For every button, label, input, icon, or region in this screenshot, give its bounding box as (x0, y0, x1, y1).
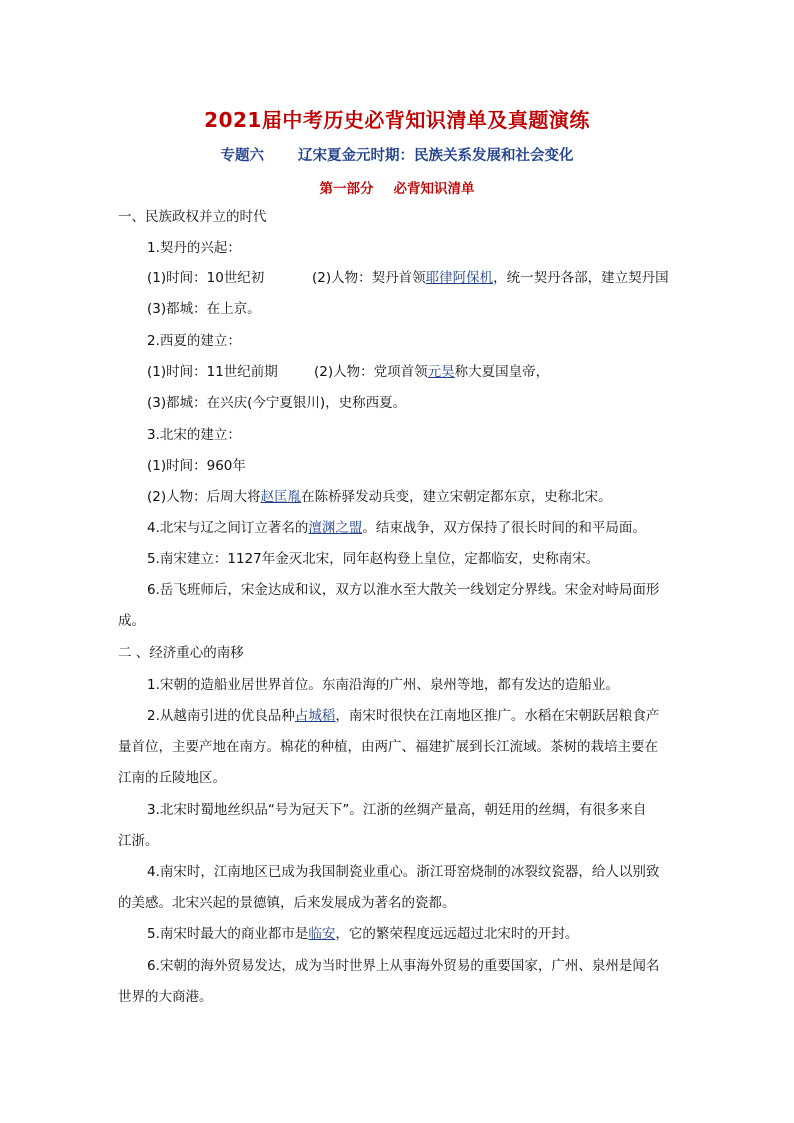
rice-item-line2: 量首位，主要产地在南方。棉花的种植，由两广、福建扩展到长江流域。茶树的栽培主要在 (118, 739, 658, 755)
trade-item-line1: 6.宋朝的海外贸易发达，成为当时世界上从事海外贸易的重要国家，广州、泉州是闻名 (147, 958, 660, 974)
beisong-founder-name: 赵匡胤 (260, 489, 302, 505)
xixia-capital: (3)都城：在兴庆(今宁夏银川)，史称西夏。 (147, 395, 407, 411)
xixia-time: (1)时间：11世纪前期 (147, 364, 278, 380)
porcelain-item-line2: 的美感。北宋兴起的景德镇，后来发展成为著名的瓷都。 (118, 895, 456, 911)
treaty-item: 4.北宋与辽之间订立著名的澶渊之盟。结束战争，双方保持了很长时间的和平局面。 (147, 520, 646, 536)
shipbuilding-item: 1.宋朝的造船业居世界首位。东南沿海的广州、泉州等地，都有发达的造船业。 (147, 677, 619, 693)
city-name: 临安 (308, 926, 336, 942)
xixia-person: (2)人物：党项首领元昊称大夏国皇帝， (314, 364, 550, 380)
city-item: 5.南宋时最大的商业都市是临安，它的繁荣程度远远超过北宋时的开封。 (147, 926, 579, 942)
qidan-person: (2)人物：契丹首领耶律阿保机，统一契丹各部，建立契丹国 (312, 270, 669, 286)
nansong-item: 5.南宋建立：1127年金灭北宋，同年赵构登上皇位，定都临安，史称南宋。 (147, 551, 600, 567)
part-heading (0, 177, 794, 197)
xixia-leader-name: 元昊 (427, 364, 455, 380)
xixia-title: 2.西夏的建立： (147, 333, 241, 349)
topic-subtitle (0, 144, 794, 165)
qidan-time: (1)时间：10世纪初 (147, 270, 265, 286)
beisong-title: 3.北宋的建立： (147, 427, 241, 443)
part-title: 必背知识清单 (393, 181, 475, 197)
porcelain-item-line1: 4.南宋时，江南地区已成为我国制瓷业重心。浙江哥窑烧制的冰裂纹瓷器，给人以别致 (147, 864, 660, 880)
treaty-name: 澶渊之盟 (308, 520, 363, 536)
section1-heading: 一、民族政权并立的时代 (118, 209, 267, 225)
part-number: 第一部分 (319, 181, 374, 197)
trade-item-line2: 世界的大商港。 (118, 989, 213, 1005)
section2-heading: 二 、经济重心的南移 (118, 645, 244, 661)
qidan-capital: (3)都城：在上京。 (147, 301, 261, 317)
silk-item-line1: 3.北宋时蜀地丝织品“号为冠天下”。江浙的丝绸产量高，朝廷用的丝绸，有很多来自 (147, 802, 647, 818)
topic-number: 专题六 (220, 148, 264, 164)
rice-item-line1: 2.从越南引进的优良品种占城稻，南宋时很快在江南地区推广。水稻在宋朝跃居粮食产 (147, 708, 660, 724)
topic-title: 辽宋夏金元时期：民族关系发展和社会变化 (298, 148, 574, 164)
qidan-leader-name: 耶律阿保机 (425, 270, 494, 286)
qidan-title: 1.契丹的兴起： (147, 240, 241, 256)
rice-item-line3: 江南的丘陵地区。 (118, 770, 226, 786)
rice-variety-name: 占城稻 (294, 708, 336, 724)
beisong-time: (1)时间：960年 (147, 458, 246, 474)
yuefei-item-line2: 成。 (118, 613, 145, 629)
silk-item-line2: 江浙。 (118, 833, 159, 849)
beisong-person: (2)人物：后周大将赵匡胤在陈桥驿发动兵变，建立宋朝定都东京，史称北宋。 (147, 489, 612, 505)
document-title: 2021届中考历史必背知识清单及真题演练 (204, 108, 590, 132)
yuefei-item-line1: 6.岳飞班师后，宋金达成和议，双方以淮水至大散关一线划定分界线。宋金对峙局面形 (147, 582, 660, 598)
